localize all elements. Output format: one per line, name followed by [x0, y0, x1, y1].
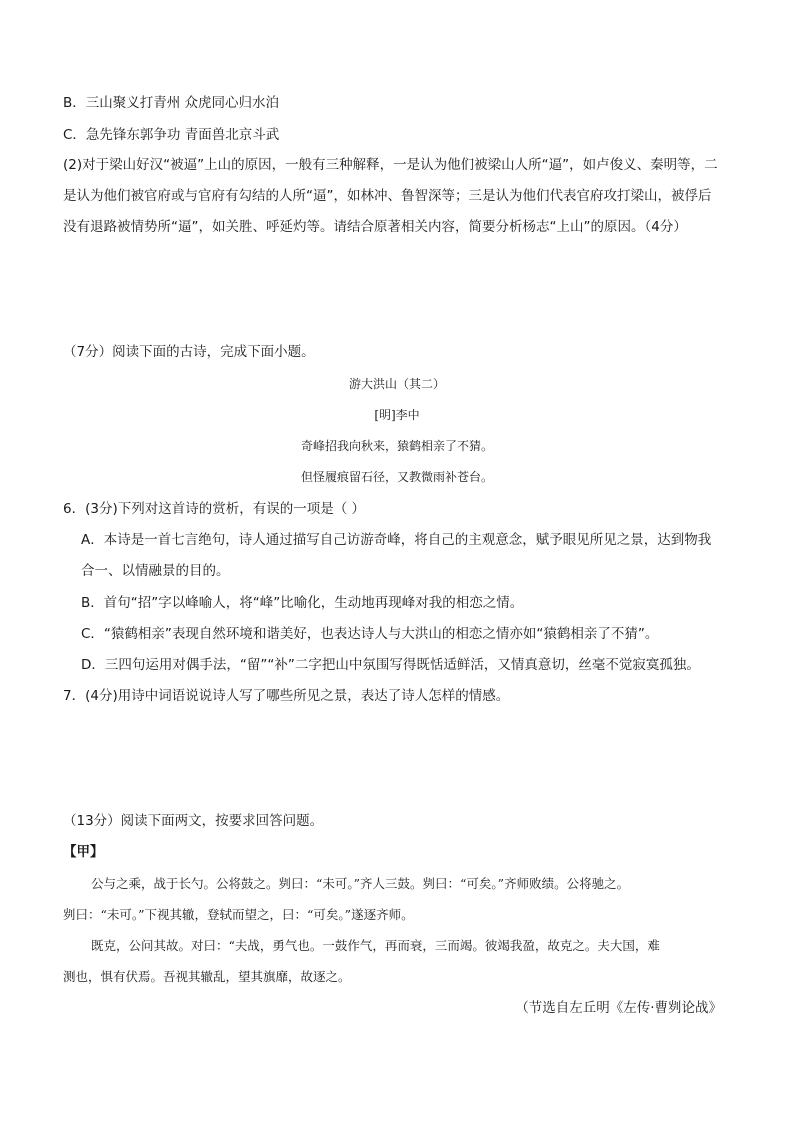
option-d: D．三四句运用对偶手法，“留”“补”二字把山中氛围写得既恬适鲜活，又情真意切，丝毫不觉寂寞孤独。	[81, 657, 700, 673]
option-a: A．本诗是一首七言绝句，诗人通过描写自己访游奇峰，将自己的主观意念，赋予眼见所见之景，达到物我	[81, 532, 712, 548]
poem-intro: （7分）阅读下面的古诗，完成下面小题。	[63, 344, 315, 360]
poem-line: 奇峰招我向秋来，猿鹤相亲了不猜。	[300, 439, 493, 453]
question-6: 6．(3分)下列对这首诗的赏析，有误的一项是（ ）	[63, 501, 366, 517]
passage-text: 测也，惧有伏焉。吾视其辙乱，望其旗靡，故逐之。	[63, 969, 351, 984]
question-2-text: (2)对于梁山好汉“被逼”上山的原因，一般有三种解释，一是认为他们被梁山人所“逼”，如卢俊义、秦明等，二	[63, 157, 718, 173]
question-7: 7．(4分)用诗中词语说说诗人写了哪些所见之景，表达了诗人怎样的情感。	[63, 688, 510, 704]
passage-text: 既克，公问其故。对曰：“夫战，勇气也。一鼓作气，再而衰，三而竭。彼竭我盈，故克之。夫大国，难	[91, 938, 660, 953]
poem-author: [明]李中	[374, 408, 420, 422]
option-a-cont: 合一、以情融景的目的。	[81, 563, 230, 579]
passage-text: 公与之乘，战于长勺。公将鼓之。刿曰：“未可。”齐人三鼓。刿曰：“可矣。”齐师败绩。公将驰之。	[91, 876, 630, 891]
option-c: C．急先锋东郭争功 青面兽北京斗武	[63, 127, 280, 143]
question-2-text: 是认为他们被官府或与官府有勾结的人所“逼”，如林冲、鲁智深等；三是认为他们代表官府攻打梁山，被俘后	[63, 188, 712, 204]
option-b: B．首句“招”字以峰喻人，将“峰”比喻化，生动地再现峰对我的相恋之情。	[81, 595, 524, 611]
poem-line: 但怪履痕留石径，又教微雨补苍台。	[300, 470, 493, 484]
classical-intro: （13分）阅读下面两文，按要求回答问题。	[63, 813, 324, 829]
section-label-jia: 【甲】	[63, 844, 104, 860]
poem-title: 游大洪山（其二）	[348, 377, 445, 391]
option-c: C．“猿鹤相亲”表现自然环境和谐美好，也表达诗人与大洪山的相恋之情亦如“猿鹤相亲了不猜”。	[81, 626, 659, 642]
passage-source: （节选自左丘明《左传·曹刿论战》	[515, 1000, 722, 1016]
question-2-text: 没有退路被情势所“逼”，如关胜、呼延灼等。请结合原著相关内容，简要分析杨志“上山”的原因。（4分）	[63, 219, 687, 235]
passage-text: 刿曰：“未可。”下视其辙，登轼而望之，曰：“可矣。”遂逐齐师。	[63, 907, 414, 922]
option-b: B．三山聚义打青州 众虎同心归水泊	[63, 95, 280, 111]
